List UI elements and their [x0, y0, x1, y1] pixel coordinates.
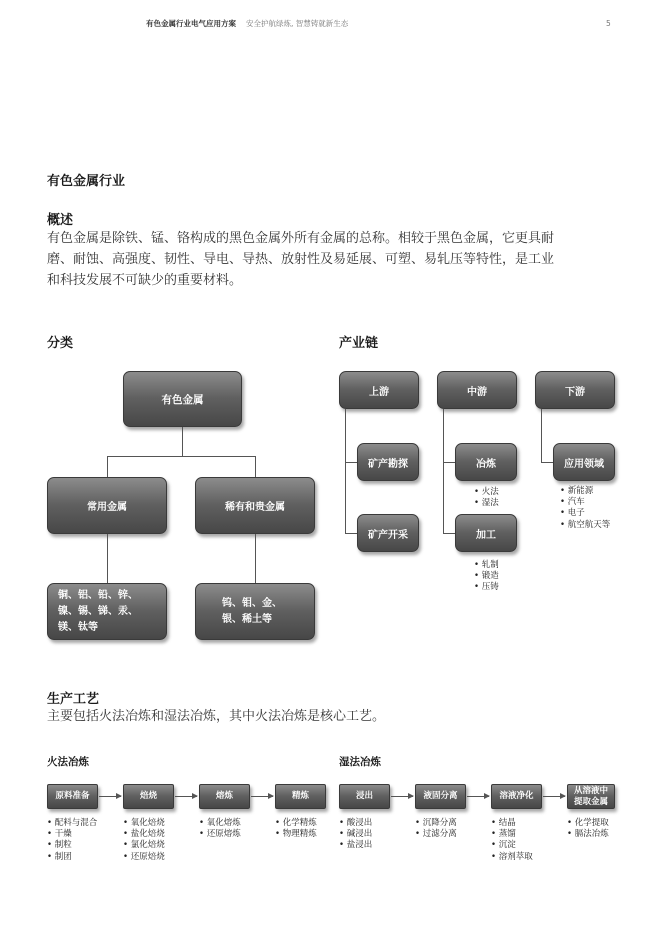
- root-node: 有色金属: [123, 371, 242, 427]
- metal-list-line: 镁、钛等: [58, 621, 98, 633]
- chain-heading: 产业链: [339, 336, 379, 351]
- refining-bullets: [275, 818, 317, 840]
- bullet-item: • 压铸: [474, 582, 499, 593]
- bullet-item: • 制粒: [47, 840, 97, 851]
- bullet-item: • 火法: [474, 487, 499, 498]
- bullet-item: • 干燥: [47, 829, 97, 840]
- metal-list-line: 钨、钼、金、: [222, 597, 282, 609]
- overview-line: 和科技发展不可缺少的重要材料。: [47, 273, 243, 288]
- metal-list-line: 铜、铝、铅、锌、: [58, 589, 138, 601]
- bullet-item: • 结晶: [491, 818, 533, 829]
- processing-node: 加工: [455, 514, 517, 552]
- metal-list-line: 银、稀土等: [222, 613, 272, 625]
- bullet-item: • 溶剂萃取: [491, 852, 533, 863]
- overview-text: [47, 228, 627, 291]
- extraction-bullets: [567, 818, 609, 840]
- bullet-item: • 轧制: [474, 560, 499, 571]
- bullet-item: • 盐浸出: [339, 840, 372, 851]
- application-node: 应用领域: [553, 443, 615, 481]
- melting-bullets: [199, 818, 241, 840]
- bullet-item: • 化学提取: [567, 818, 609, 829]
- leaching-bullets: [339, 818, 372, 852]
- bullet-item: • 化学精炼: [275, 818, 317, 829]
- bullet-item: • 制团: [47, 852, 97, 863]
- bullet-item: • 盐化焙烧: [123, 829, 165, 840]
- midstream-node: 中游: [437, 371, 517, 409]
- bullet-item: • 氧化熔炼: [199, 818, 241, 829]
- step-extraction: 从溶液中 提取金属: [567, 784, 615, 809]
- overview-line: 有色金属是除铁、锰、铬构成的黑色金属外所有金属的总称。相较于黑色金属，它更具耐: [47, 231, 555, 246]
- step-melting: 熔炼: [199, 784, 250, 809]
- bullet-item: • 膈法冶炼: [567, 829, 609, 840]
- overview-heading: 概述: [47, 213, 74, 228]
- bullet-item: • 锻造: [474, 571, 499, 582]
- classification-heading: 分类: [47, 336, 74, 351]
- bullet-item: • 汽车: [560, 497, 610, 508]
- page-number: 5: [606, 19, 611, 28]
- wet-title: 湿法冶炼: [339, 756, 381, 768]
- rare-metals-list: [195, 583, 315, 640]
- step-refining: 精炼: [275, 784, 326, 809]
- step-raw-material: 原料准备: [47, 784, 98, 809]
- step-leaching: 浸出: [339, 784, 390, 809]
- separation-bullets: [415, 818, 457, 840]
- rare-metals-node: 稀有和贵金属: [195, 477, 315, 534]
- smelting-node: 冶炼: [455, 443, 517, 481]
- step-roasting: 焙烧: [123, 784, 174, 809]
- header-title: 有色金属行业电气应用方案: [146, 19, 236, 28]
- common-metals-list: [47, 583, 167, 640]
- bullet-item: • 氧化焙烧: [123, 818, 165, 829]
- upstream-node: 上游: [339, 371, 419, 409]
- bullet-item: • 沉淀: [491, 840, 533, 851]
- purification-bullets: [491, 818, 533, 863]
- step-purification: 溶液净化: [491, 784, 542, 809]
- roasting-bullets: [123, 818, 165, 863]
- fire-title: 火法冶炼: [47, 756, 89, 768]
- smelting-bullets: [474, 487, 499, 509]
- exploration-node: 矿产勘探: [357, 443, 419, 481]
- bullet-item: • 氯化焙烧: [123, 840, 165, 851]
- downstream-node: 下游: [535, 371, 615, 409]
- bullet-item: • 沉降分离: [415, 818, 457, 829]
- bullet-item: • 过滤分离: [415, 829, 457, 840]
- process-desc: 主要包括火法冶炼和湿法冶炼，其中火法冶炼是核心工艺。: [47, 709, 386, 724]
- processing-bullets: [474, 560, 499, 594]
- bullet-item: • 湿法: [474, 498, 499, 509]
- common-metals-node: 常用金属: [47, 477, 167, 534]
- mining-node: 矿产开采: [357, 514, 419, 552]
- bullet-item: • 还原焙烧: [123, 852, 165, 863]
- bullet-item: • 电子: [560, 508, 610, 519]
- application-bullets: [560, 486, 610, 531]
- bullet-item: • 碱浸出: [339, 829, 372, 840]
- header-subtitle: 安全护航绿炼, 智慧铸就新生态: [246, 19, 349, 28]
- bullet-item: • 配料与混合: [47, 818, 97, 829]
- process-heading: 生产工艺: [47, 692, 100, 707]
- overview-line: 磨、耐蚀、高强度、韧性、导电、导热、放射性及易延展、可塑、易轧压等特性，是工业: [47, 252, 555, 267]
- bullet-item: • 物理精炼: [275, 829, 317, 840]
- bullet-item: • 还原熔炼: [199, 829, 241, 840]
- section-title: 有色金属行业: [47, 174, 126, 189]
- bullet-item: • 酸浸出: [339, 818, 372, 829]
- step-separation: 液固分离: [415, 784, 466, 809]
- bullet-item: • 航空航天等: [560, 520, 610, 531]
- metal-list-line: 镍、锡、锑、汞、: [58, 605, 138, 617]
- bullet-item: • 新能源: [560, 486, 610, 497]
- bullet-item: • 蒸馏: [491, 829, 533, 840]
- raw-material-bullets: [47, 818, 97, 863]
